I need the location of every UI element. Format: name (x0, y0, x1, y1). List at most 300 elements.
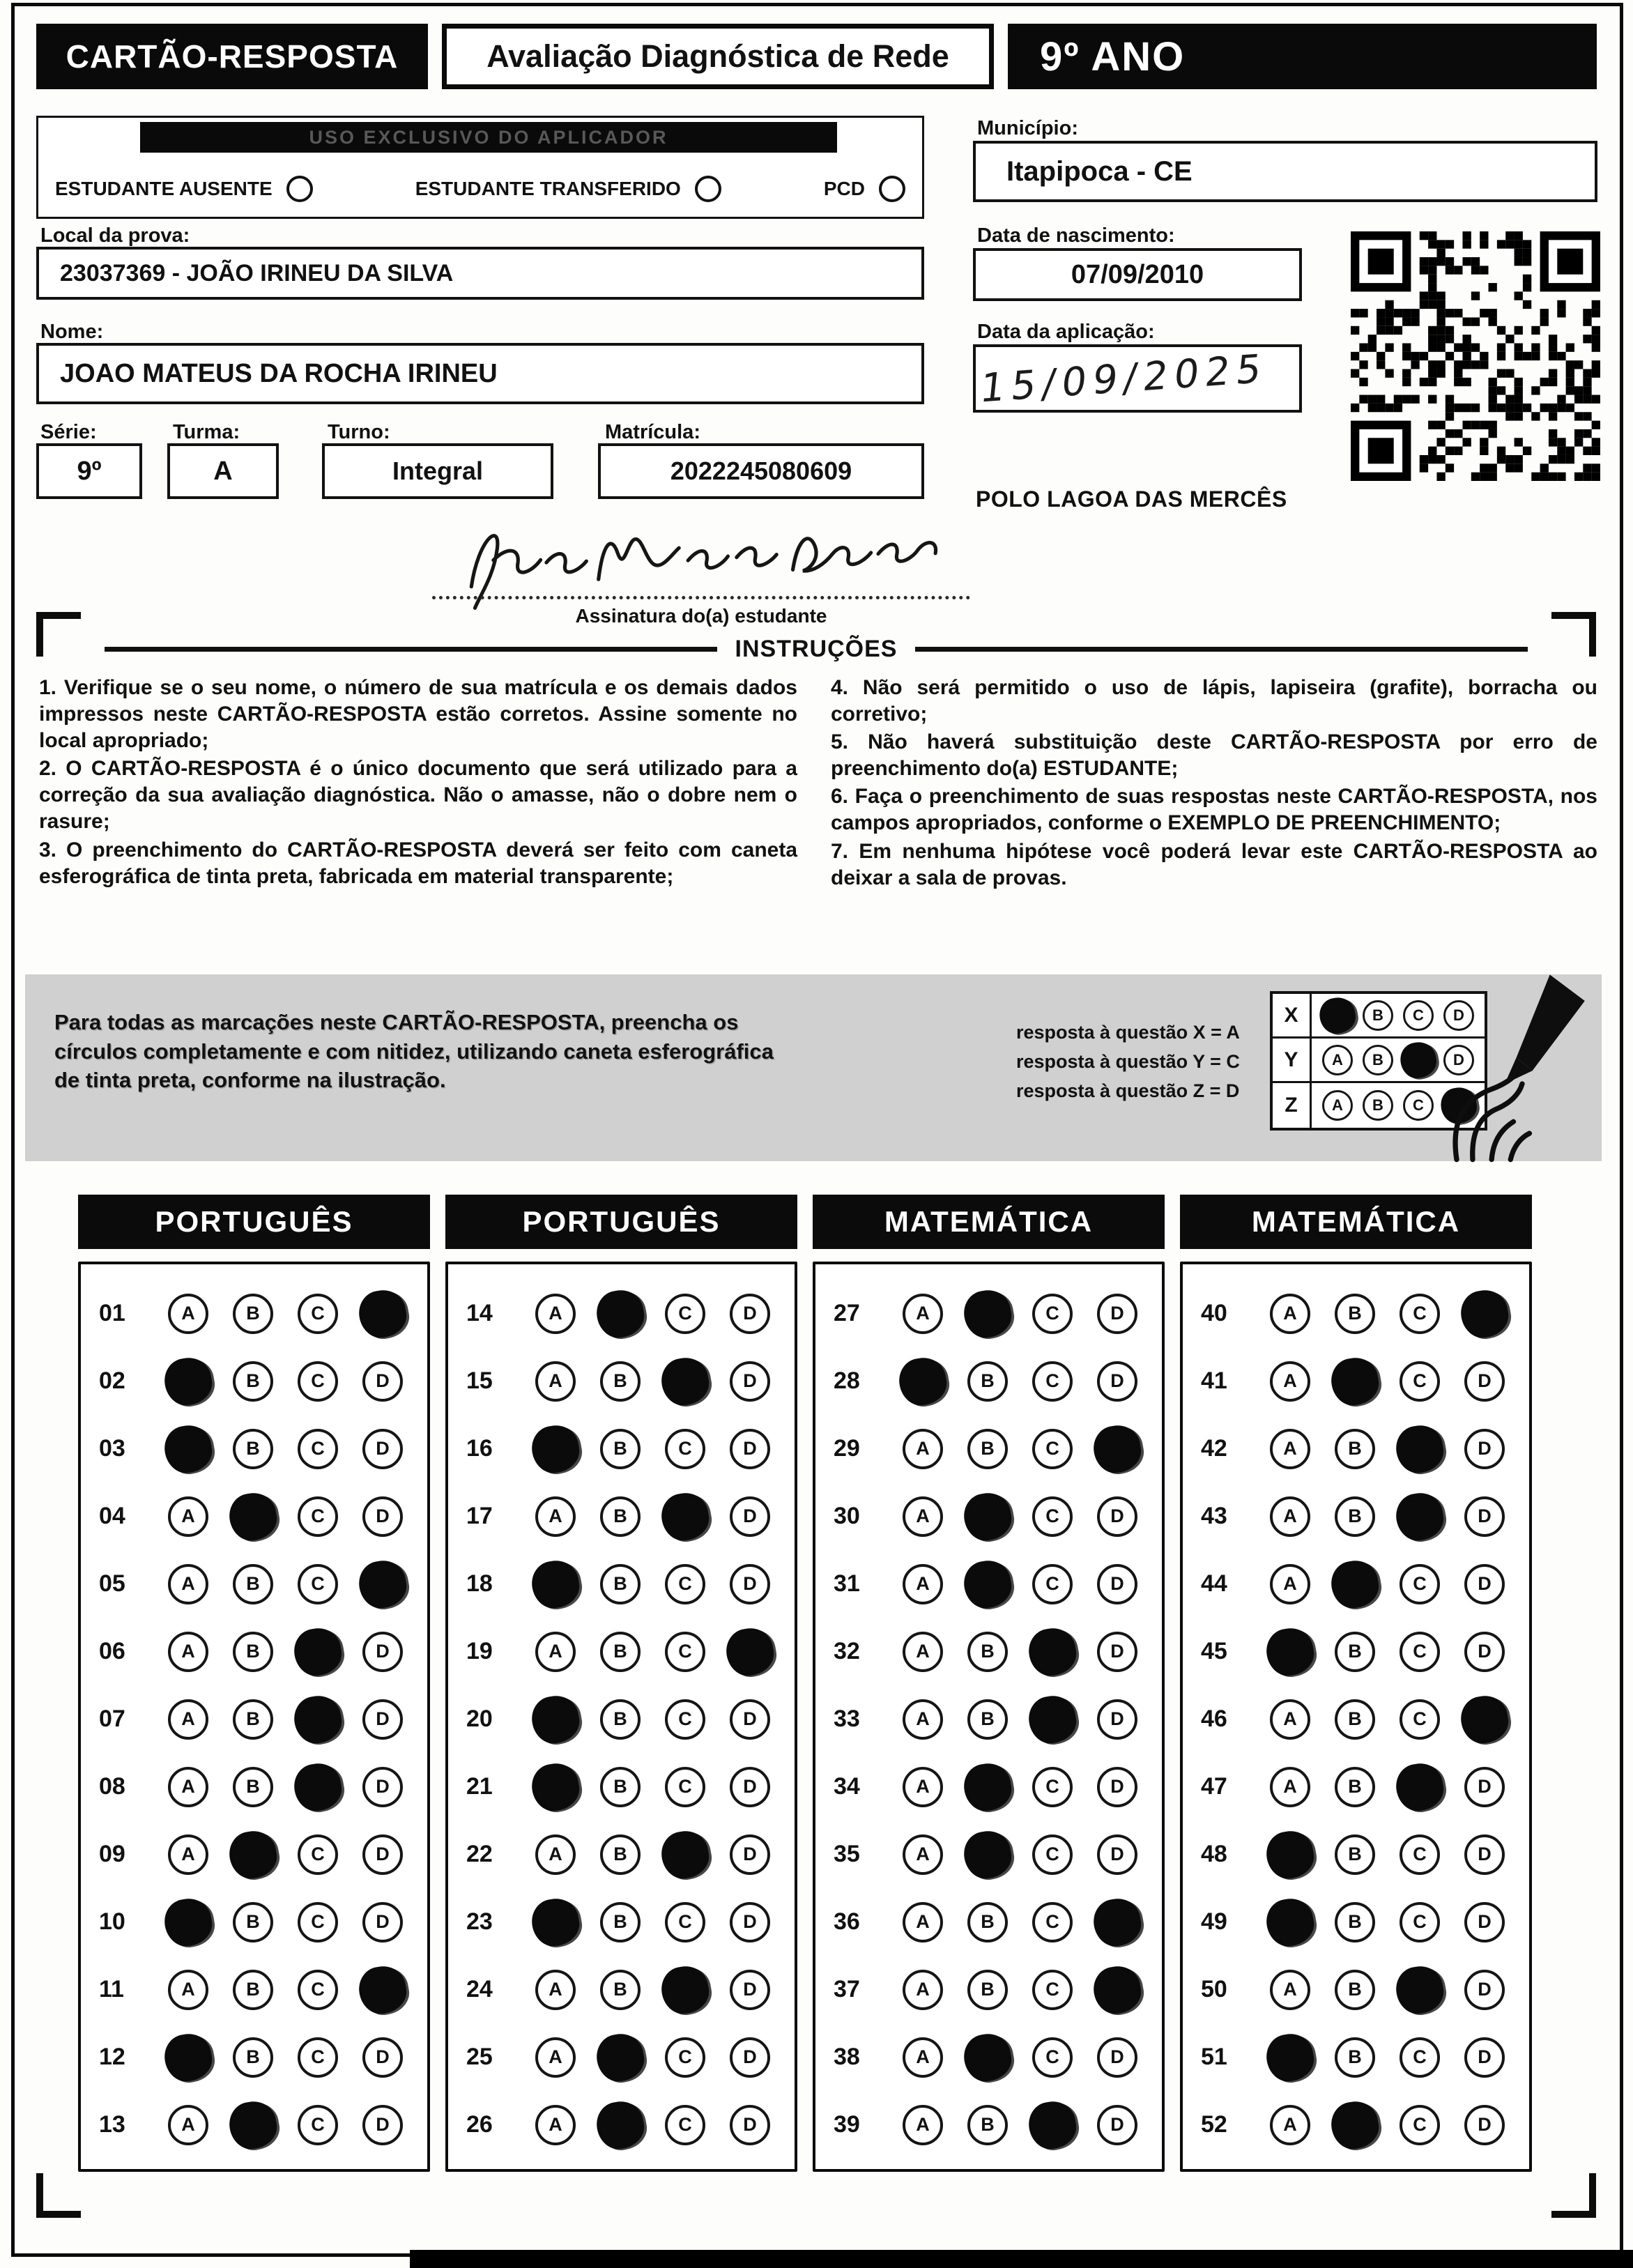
instructions-header (105, 636, 1528, 663)
bubble-51-C[interactable]: C (1400, 2037, 1440, 2078)
bubble-10-B[interactable]: B (233, 1902, 273, 1943)
aplicador-option-circle[interactable] (286, 176, 313, 202)
bubble-44-A[interactable]: A (1270, 1564, 1310, 1604)
bubble-24-A[interactable]: A (535, 1970, 576, 2010)
bubble-48-B[interactable]: B (1335, 1834, 1375, 1875)
bubble-05-B[interactable]: B (233, 1564, 273, 1604)
bubble-06-B[interactable]: B (233, 1632, 273, 1672)
question-number: 21 (466, 1773, 493, 1800)
bubble-02-B[interactable]: B (233, 1361, 273, 1402)
bubble-29-A[interactable]: A (903, 1429, 943, 1469)
bubble-31-B[interactable] (960, 1557, 1015, 1611)
bubble-37-A[interactable]: A (903, 1970, 943, 2010)
bubble-23-B[interactable]: B (600, 1902, 641, 1943)
bubble-23-A[interactable] (528, 1895, 583, 1949)
question-number: 15 (466, 1367, 493, 1394)
aplicacao-box[interactable] (973, 344, 1302, 413)
bubble-24-D[interactable]: D (730, 1970, 770, 2010)
bubble-34-C[interactable]: C (1032, 1767, 1073, 1807)
example-bubble-Z-B: B (1363, 1090, 1393, 1121)
question-row-41 (1183, 1347, 1529, 1415)
bubble-04-D[interactable]: D (362, 1496, 403, 1537)
bubble-48-D[interactable]: D (1464, 1834, 1505, 1875)
question-number: 02 (99, 1367, 125, 1394)
bubble-09-A[interactable]: A (168, 1834, 208, 1875)
bubble-40-A[interactable]: A (1270, 1294, 1310, 1334)
bubble-11-C[interactable]: C (298, 1970, 338, 2010)
bubble-18-D[interactable]: D (730, 1564, 770, 1604)
bubble-42-A[interactable]: A (1270, 1429, 1310, 1469)
bubble-08-A[interactable]: A (168, 1767, 208, 1807)
question-row-23 (448, 1888, 795, 1956)
aplicador-option-label: ESTUDANTE AUSENTE (55, 178, 273, 199)
bubble-05-A[interactable]: A (168, 1564, 208, 1604)
bubble-01-D[interactable] (355, 1287, 410, 1341)
bubble-15-A[interactable]: A (535, 1361, 576, 1402)
bubble-27-C[interactable]: C (1032, 1294, 1073, 1334)
answer-column-1 (78, 1195, 430, 2172)
question-number: 42 (1201, 1435, 1227, 1462)
turno-box (322, 443, 553, 499)
bubble-49-B[interactable]: B (1335, 1902, 1375, 1943)
example-bubble-Y-B: B (1363, 1045, 1393, 1075)
bubble-17-D[interactable]: D (730, 1496, 770, 1537)
bubble-30-A[interactable]: A (903, 1496, 943, 1537)
bubble-05-D[interactable] (355, 1557, 410, 1611)
bubble-02-C[interactable]: C (298, 1361, 338, 1402)
bubble-23-D[interactable]: D (730, 1902, 770, 1943)
bubble-40-C[interactable]: C (1400, 1294, 1440, 1334)
serie-label: Série: (40, 421, 97, 443)
bubble-46-A[interactable]: A (1270, 1699, 1310, 1740)
bubble-19-C[interactable]: C (665, 1632, 705, 1672)
bubble-41-B[interactable] (1328, 1354, 1382, 1409)
bubble-08-D[interactable]: D (362, 1767, 403, 1807)
bubble-51-D[interactable]: D (1464, 2037, 1505, 2078)
question-row-13 (81, 2091, 427, 2159)
bubble-20-D[interactable]: D (730, 1699, 770, 1740)
question-row-44 (1183, 1550, 1529, 1618)
bubble-31-C[interactable]: C (1032, 1564, 1073, 1604)
bubble-33-D[interactable]: D (1097, 1699, 1137, 1740)
question-row-11 (81, 1956, 427, 2023)
bubble-25-D[interactable]: D (730, 2037, 770, 2078)
aplicador-option-1 (55, 176, 313, 202)
bubble-03-C[interactable]: C (298, 1429, 338, 1469)
bubble-32-C[interactable] (1025, 1625, 1080, 1679)
bubble-21-B[interactable]: B (600, 1767, 641, 1807)
bubble-35-B[interactable] (960, 1828, 1015, 1882)
bubble-18-C[interactable]: C (665, 1564, 705, 1604)
bubble-13-D[interactable]: D (362, 2105, 403, 2145)
bubble-28-B[interactable]: B (967, 1361, 1008, 1402)
bubble-19-D[interactable] (723, 1625, 777, 1679)
bubble-49-C[interactable]: C (1400, 1902, 1440, 1943)
bubble-32-B[interactable]: B (967, 1632, 1008, 1672)
bubble-39-B[interactable]: B (967, 2105, 1008, 2145)
bubble-29-D[interactable] (1090, 1422, 1144, 1476)
question-row-10 (81, 1888, 427, 1956)
bubble-36-D[interactable] (1090, 1895, 1144, 1949)
question-number: 51 (1201, 2044, 1227, 2070)
bubble-14-C[interactable]: C (665, 1294, 705, 1334)
bubble-38-A[interactable]: A (903, 2037, 943, 2078)
bubble-07-B[interactable]: B (233, 1699, 273, 1740)
answer-columns (78, 1195, 1532, 2172)
question-row-29 (815, 1415, 1162, 1482)
question-row-01 (81, 1280, 427, 1347)
question-row-26 (448, 2091, 795, 2159)
bubble-02-D[interactable]: D (362, 1361, 403, 1402)
bubble-14-B[interactable] (593, 1287, 647, 1341)
question-row-20 (448, 1685, 795, 1753)
bubble-28-A[interactable] (896, 1354, 950, 1409)
bubble-42-D[interactable]: D (1464, 1429, 1505, 1469)
local-label: Local da prova: (40, 224, 190, 247)
bubble-34-B[interactable] (960, 1760, 1015, 1814)
bubble-17-B[interactable]: B (600, 1496, 641, 1537)
bubble-29-B[interactable]: B (967, 1429, 1008, 1469)
bubble-24-C[interactable] (658, 1963, 712, 2017)
bubble-07-D[interactable]: D (362, 1699, 403, 1740)
bubble-45-A[interactable] (1263, 1625, 1317, 1679)
bubble-43-A[interactable]: A (1270, 1496, 1310, 1537)
question-row-21 (448, 1753, 795, 1821)
bubble-30-B[interactable] (960, 1489, 1015, 1544)
bubble-44-D[interactable]: D (1464, 1564, 1505, 1604)
bubble-16-C[interactable]: C (665, 1429, 705, 1469)
bubble-25-B[interactable] (593, 2030, 647, 2085)
bubble-07-C[interactable] (291, 1692, 345, 1747)
question-number: 20 (466, 1706, 493, 1732)
question-row-16 (448, 1415, 795, 1482)
bubble-19-B[interactable]: B (600, 1632, 641, 1672)
nome-label: Nome: (40, 321, 104, 343)
question-number: 11 (99, 1976, 124, 2002)
aplicador-options (55, 168, 905, 210)
bubble-15-D[interactable]: D (730, 1361, 770, 1402)
bubble-52-C[interactable]: C (1400, 2105, 1440, 2145)
aplicador-option-label: PCD (823, 178, 865, 199)
bubble-01-A[interactable]: A (168, 1294, 208, 1334)
example-row-label: Y (1273, 1039, 1312, 1081)
bubble-13-C[interactable]: C (298, 2105, 338, 2145)
question-row-33 (815, 1685, 1162, 1753)
subject-header: PORTUGUÊS (445, 1195, 797, 1249)
bubble-46-C[interactable]: C (1400, 1699, 1440, 1740)
bubble-38-C[interactable]: C (1032, 2037, 1073, 2078)
bubble-35-C[interactable]: C (1032, 1834, 1073, 1875)
bubble-16-B[interactable]: B (600, 1429, 641, 1469)
bubble-30-D[interactable]: D (1097, 1496, 1137, 1537)
bubble-48-C[interactable]: C (1400, 1834, 1440, 1875)
bubble-28-C[interactable]: C (1032, 1361, 1073, 1402)
bubble-32-D[interactable]: D (1097, 1632, 1137, 1672)
bubble-34-A[interactable]: A (903, 1767, 943, 1807)
bubble-45-D[interactable]: D (1464, 1632, 1505, 1672)
bubble-51-B[interactable]: B (1335, 2037, 1375, 2078)
bubble-29-C[interactable]: C (1032, 1429, 1073, 1469)
question-row-30 (815, 1482, 1162, 1550)
bubble-35-D[interactable]: D (1097, 1834, 1137, 1875)
bubble-14-D[interactable]: D (730, 1294, 770, 1334)
bubble-27-B[interactable] (960, 1287, 1015, 1341)
bubble-52-B[interactable] (1328, 2098, 1382, 2152)
instruction-item: 1. Verifique se o seu nome, o número de sua matrícula e os demais dados impressos neste CARTÃO-RESPOSTA estão corretos. Assine somente no local apropriado; (39, 676, 797, 753)
bubble-22-A[interactable]: A (535, 1834, 576, 1875)
question-number: 08 (99, 1773, 125, 1800)
question-row-38 (815, 2023, 1162, 2091)
bubble-09-D[interactable]: D (362, 1834, 403, 1875)
bubble-52-A[interactable]: A (1270, 2105, 1310, 2145)
bubble-46-B[interactable]: B (1335, 1699, 1375, 1740)
legend-line: resposta à questão Z = D (1016, 1080, 1240, 1101)
question-row-51 (1183, 2023, 1529, 2091)
bubble-48-A[interactable] (1263, 1828, 1317, 1882)
bubble-15-C[interactable] (658, 1354, 712, 1409)
bubble-09-B[interactable] (226, 1828, 280, 1882)
matricula-label: Matrícula: (605, 421, 700, 443)
answer-column-3 (813, 1195, 1165, 2172)
bubble-04-A[interactable]: A (168, 1496, 208, 1537)
bubble-43-D[interactable]: D (1464, 1496, 1505, 1537)
question-row-12 (81, 2023, 427, 2091)
bubble-38-D[interactable]: D (1097, 2037, 1137, 2078)
answer-box (445, 1262, 797, 2172)
example-bubble-X-A (1317, 995, 1358, 1036)
question-number: 24 (466, 1976, 493, 2002)
card-title: CARTÃO-RESPOSTA (36, 24, 428, 89)
bubble-36-B[interactable]: B (967, 1902, 1008, 1943)
bubble-20-C[interactable]: C (665, 1699, 705, 1740)
bubble-39-A[interactable]: A (903, 2105, 943, 2145)
bubble-10-D[interactable]: D (362, 1902, 403, 1943)
bubble-18-B[interactable]: B (600, 1564, 641, 1604)
bubble-45-B[interactable]: B (1335, 1632, 1375, 1672)
example-row-label: X (1273, 994, 1312, 1036)
bubble-07-A[interactable]: A (168, 1699, 208, 1740)
example-bubble-Y-C (1397, 1039, 1439, 1080)
bubble-16-A[interactable] (528, 1422, 583, 1476)
bubble-01-B[interactable]: B (233, 1294, 273, 1334)
question-number: 06 (99, 1638, 125, 1664)
bubble-42-C[interactable] (1393, 1422, 1447, 1476)
bubble-03-B[interactable]: B (233, 1429, 273, 1469)
bubble-50-D[interactable]: D (1464, 1970, 1505, 2010)
bubble-12-B[interactable]: B (233, 2037, 273, 2078)
question-row-50 (1183, 1956, 1529, 2023)
bubble-40-D[interactable] (1457, 1287, 1512, 1341)
question-row-36 (815, 1888, 1162, 1956)
question-number: 18 (466, 1570, 493, 1597)
bubble-10-C[interactable]: C (298, 1902, 338, 1943)
bubble-25-A[interactable]: A (535, 2037, 576, 2078)
bubble-21-C[interactable]: C (665, 1767, 705, 1807)
bubble-19-A[interactable]: A (535, 1632, 576, 1672)
bubble-41-A[interactable]: A (1270, 1361, 1310, 1402)
bubble-22-B[interactable]: B (600, 1834, 641, 1875)
crop-mark-top-right (1551, 612, 1596, 657)
bubble-01-C[interactable]: C (298, 1294, 338, 1334)
bubble-42-B[interactable]: B (1335, 1429, 1375, 1469)
question-number: 32 (834, 1638, 860, 1664)
bubble-24-B[interactable]: B (600, 1970, 641, 2010)
bubble-08-B[interactable]: B (233, 1767, 273, 1807)
question-row-43 (1183, 1482, 1529, 1550)
bubble-18-A[interactable] (528, 1557, 583, 1611)
bubble-37-C[interactable]: C (1032, 1970, 1073, 2010)
bubble-39-C[interactable] (1025, 2098, 1080, 2152)
rule-line-left (105, 647, 717, 652)
question-row-32 (815, 1618, 1162, 1685)
bubble-13-B[interactable] (226, 2098, 280, 2152)
bubble-52-D[interactable]: D (1464, 2105, 1505, 2145)
hand-pen-illustration (1434, 969, 1610, 1165)
bubble-33-B[interactable]: B (967, 1699, 1008, 1740)
bubble-27-A[interactable]: A (903, 1294, 943, 1334)
bubble-09-C[interactable]: C (298, 1834, 338, 1875)
bubble-31-A[interactable]: A (903, 1564, 943, 1604)
bubble-43-B[interactable]: B (1335, 1496, 1375, 1537)
aplicador-option-circle[interactable] (879, 176, 905, 202)
question-number: 46 (1201, 1706, 1227, 1732)
question-row-46 (1183, 1685, 1529, 1753)
instructions-right (831, 675, 1597, 893)
question-number: 37 (834, 1976, 860, 2002)
bubble-20-A[interactable] (528, 1692, 583, 1747)
instructions-title: INSTRUÇÕES (735, 636, 898, 662)
bubble-45-C[interactable]: C (1400, 1632, 1440, 1672)
aplicador-option-circle[interactable] (695, 176, 721, 202)
bubble-37-B[interactable]: B (967, 1970, 1008, 2010)
bubble-26-B[interactable] (593, 2098, 647, 2152)
bubble-03-D[interactable]: D (362, 1429, 403, 1469)
question-row-42 (1183, 1415, 1529, 1482)
question-row-18 (448, 1550, 795, 1618)
bubble-41-C[interactable]: C (1400, 1361, 1440, 1402)
bubble-28-D[interactable]: D (1097, 1361, 1137, 1402)
bubble-05-C[interactable]: C (298, 1564, 338, 1604)
bubble-36-C[interactable]: C (1032, 1902, 1073, 1943)
aplicacao-value: 15/09/2025 (978, 345, 1270, 412)
question-number: 14 (466, 1300, 493, 1326)
bubble-34-D[interactable]: D (1097, 1767, 1137, 1807)
bubble-49-A[interactable] (1263, 1895, 1317, 1949)
bubble-02-A[interactable] (161, 1354, 215, 1409)
bubble-12-D[interactable]: D (362, 2037, 403, 2078)
bubble-47-C[interactable] (1393, 1760, 1447, 1814)
bubble-39-D[interactable]: D (1097, 2105, 1137, 2145)
municipio-label: Município: (977, 117, 1078, 139)
bubble-11-B[interactable]: B (233, 1970, 273, 2010)
bubble-20-B[interactable]: B (600, 1699, 641, 1740)
question-number: 48 (1201, 1841, 1227, 1867)
bubble-49-D[interactable]: D (1464, 1902, 1505, 1943)
question-row-37 (815, 1956, 1162, 2023)
marking-text: Para todas as marcações neste CARTÃO-RESPOSTA, preencha os círculos completamente e com nitidez, utilizando caneta esferográfica de tinta preta, conforme na ilustração. (54, 1010, 774, 1093)
marking-panel (25, 974, 1602, 1161)
signature-line[interactable] (432, 560, 970, 599)
bubble-44-C[interactable]: C (1400, 1564, 1440, 1604)
bubble-47-A[interactable]: A (1270, 1767, 1310, 1807)
subject-header: PORTUGUÊS (78, 1195, 430, 1249)
example-bubble-Y-D: D (1443, 1045, 1474, 1075)
bubble-50-C[interactable] (1393, 1963, 1447, 2017)
question-number: 40 (1201, 1300, 1227, 1326)
bubble-40-B[interactable]: B (1335, 1294, 1375, 1334)
bubble-15-B[interactable]: B (600, 1361, 641, 1402)
example-bubble-X-D: D (1443, 1000, 1474, 1031)
bubble-47-D[interactable]: D (1464, 1767, 1505, 1807)
bubble-33-C[interactable] (1025, 1692, 1080, 1747)
bubble-35-A[interactable]: A (903, 1834, 943, 1875)
bubble-47-B[interactable]: B (1335, 1767, 1375, 1807)
bubble-17-A[interactable]: A (535, 1496, 576, 1537)
bubble-03-A[interactable] (161, 1422, 215, 1476)
bubble-31-D[interactable]: D (1097, 1564, 1137, 1604)
bubble-26-C[interactable]: C (665, 2105, 705, 2145)
bubble-37-D[interactable] (1090, 1963, 1144, 2017)
bubble-51-A[interactable] (1263, 2030, 1317, 2085)
question-number: 22 (466, 1841, 493, 1867)
bubble-04-B[interactable] (226, 1489, 280, 1544)
bubble-38-B[interactable] (960, 2030, 1015, 2085)
bubble-06-D[interactable]: D (362, 1632, 403, 1672)
nascimento-box (973, 248, 1302, 301)
bubble-11-D[interactable] (355, 1963, 410, 2017)
bubble-21-D[interactable]: D (730, 1767, 770, 1807)
bubble-06-C[interactable] (291, 1625, 345, 1679)
example-row-label: Z (1273, 1083, 1312, 1128)
bubble-12-A[interactable] (161, 2030, 215, 2085)
bubble-30-C[interactable]: C (1032, 1496, 1073, 1537)
nascimento-label: Data de nascimento: (977, 224, 1175, 247)
bubble-26-D[interactable]: D (730, 2105, 770, 2145)
bubble-14-A[interactable]: A (535, 1294, 576, 1334)
bubble-33-A[interactable]: A (903, 1699, 943, 1740)
bubble-41-D[interactable]: D (1464, 1361, 1505, 1402)
bubble-43-C[interactable] (1393, 1489, 1447, 1544)
bubble-16-D[interactable]: D (730, 1429, 770, 1469)
bubble-11-A[interactable]: A (168, 1970, 208, 2010)
bubble-36-A[interactable]: A (903, 1902, 943, 1943)
bubble-32-A[interactable]: A (903, 1632, 943, 1672)
question-number: 43 (1201, 1503, 1227, 1529)
bubble-04-C[interactable]: C (298, 1496, 338, 1537)
bubble-17-C[interactable] (658, 1489, 712, 1544)
bubble-22-D[interactable]: D (730, 1834, 770, 1875)
bubble-22-C[interactable] (658, 1828, 712, 1882)
exam-title: Avaliação Diagnóstica de Rede (442, 24, 994, 89)
question-row-02 (81, 1347, 427, 1415)
bubble-46-D[interactable] (1457, 1692, 1512, 1747)
bubble-26-A[interactable]: A (535, 2105, 576, 2145)
question-number: 50 (1201, 1976, 1227, 2002)
bubble-12-C[interactable]: C (298, 2037, 338, 2078)
bubble-44-B[interactable] (1328, 1557, 1382, 1611)
question-row-08 (81, 1753, 427, 1821)
bubble-06-A[interactable]: A (168, 1632, 208, 1672)
bubble-25-C[interactable]: C (665, 2037, 705, 2078)
bubble-21-A[interactable] (528, 1760, 583, 1814)
bubble-13-A[interactable]: A (168, 2105, 208, 2145)
bubble-50-B[interactable]: B (1335, 1970, 1375, 2010)
bubble-10-A[interactable] (161, 1895, 215, 1949)
bubble-23-C[interactable]: C (665, 1902, 705, 1943)
bubble-27-D[interactable]: D (1097, 1294, 1137, 1334)
bubble-50-A[interactable]: A (1270, 1970, 1310, 2010)
bubble-08-C[interactable] (291, 1760, 345, 1814)
